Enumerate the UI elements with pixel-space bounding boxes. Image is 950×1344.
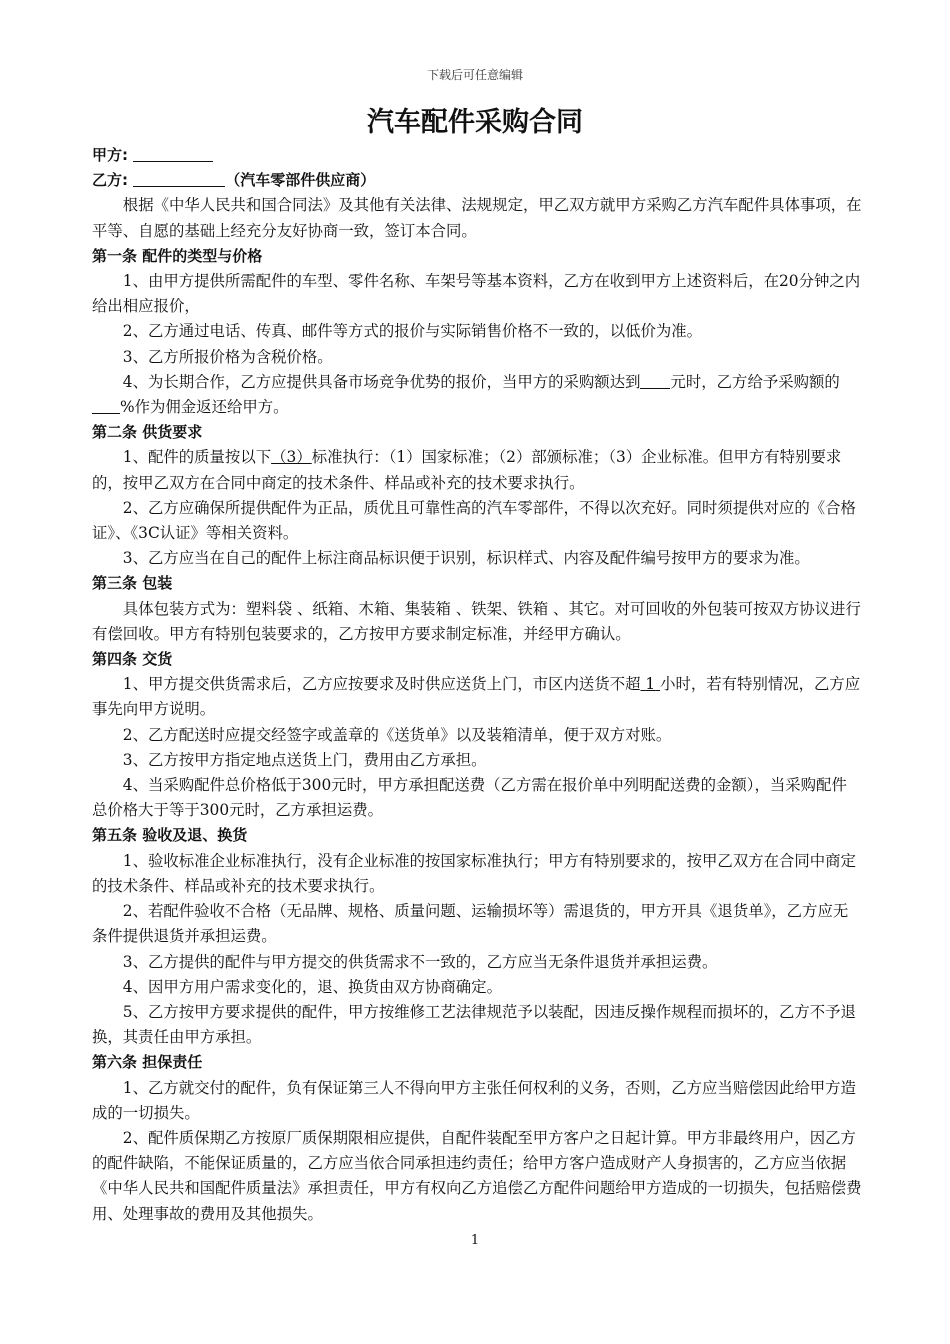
article-5-clause-5: 5、乙方按甲方要求提供的配件，甲方按维修工艺法律规范予以装配，因违反操作规程而损坏的，乙方不予退换，其责任由甲方承担。 — [92, 1002, 856, 1047]
article-2-clause-2: 2、乙方应确保所提供配件为正品，质优且可靠性高的汽车零部件，不得以次充好。同时须提供对应的《合格证》、《3C认证》等相关资料。 — [92, 498, 856, 543]
page-number: 1 — [470, 1233, 480, 1248]
article-6-heading: 第六条 担保责任 — [92, 1053, 203, 1072]
article-2-clause-1 — [92, 445, 862, 495]
article-3-heading: 第三条 包装 — [92, 574, 173, 593]
standard-choice-value: （3） — [271, 448, 312, 467]
article-5-clause-3: 3、乙方提供的配件与甲方提交的供货需求不一致的，乙方应当无条件退货并承担运费。 — [122, 952, 718, 971]
article-3-clause-1: 具体包装方式为：塑料袋 、纸箱、木箱、集装箱 、铁架、铁箱 、其它。对可回收的外包装可按双方协议进行有偿回收。甲方有特别包装要求的，乙方按甲方要求制定标准，并经甲方确认。 — [92, 599, 861, 643]
amount-blank — [640, 372, 670, 389]
article-4-clause-3: 3、乙方按甲方指定地点送货上门，费用由乙方承担。 — [122, 750, 487, 769]
article-5-heading: 第五条 验收及退、换货 — [92, 826, 248, 845]
article-2-clause-1-part-b: 标准执行：（1）国家标准；（2）部颁标准；（3）企业标准。但甲方有特别要求的，按甲乙双方在合同中商定的技术条件、样品或补充的技术要求执行。 — [92, 448, 842, 492]
article-1-clause-1: 1、由甲方提供所需配件的车型、零件名称、车架号等基本资料，乙方在收到甲方上述资料后，在20分钟之内给出相应报价， — [92, 272, 861, 316]
article-1-clause-3: 3、乙方所报价格为含税价格。 — [122, 347, 333, 366]
article-6-clause-2: 2、配件质保期乙方按原厂质保期限相应提供，自配件装配至甲方客户之日起计算。甲方非最终用户，因乙方的配件缺陷，不能保证质量的，乙方应当依合同承担违约责任；给甲方客户造成财产人身损害的，乙方应当依据《中华人民共和国配件质量法》承担责任，甲方有权向乙方追偿乙方配件问题给甲方造成的一切损失，包括赔偿费用、处理事故的费用及其他损失。 — [92, 1128, 862, 1223]
party-b-blank — [133, 170, 225, 187]
article-6-clause-1: 1、乙方就交付的配件，负有保证第三人不得向甲方主张任何权利的义务，否则，乙方应当赔偿因此给甲方造成的一切损失。 — [92, 1078, 856, 1122]
document-title: 汽车配件采购合同 — [367, 107, 583, 138]
article-4-heading: 第四条 交货 — [92, 650, 173, 669]
party-a-blank — [133, 145, 213, 162]
party-b-line — [92, 168, 862, 193]
article-1-clause-2: 2、乙方通过电话、传真、邮件等方式的报价与实际销售价格不一致的，以低价为准。 — [122, 322, 703, 341]
article-4-clause-2: 2、乙方配送时应提交经签字或盖章的《送货单》以及装箱清单，便于双方对账。 — [122, 725, 672, 744]
intro-paragraph: 根据《中华人民共和国合同法》及其他有关法律、法规规定，甲乙双方就甲方采购乙方汽车配件具体事项，在平等、自愿的基础上经充分友好协商一致，签订本合同。 — [92, 196, 862, 240]
article-5-clause-2: 2、若配件验收不合格（无品牌、规格、质量问题、运输损坏等）需退货的，甲方开具《退货单》，乙方应无条件提供退货并承担运费。 — [92, 902, 849, 946]
article-1-clause-4-part-b: 元时，乙方给予采购额的 — [670, 372, 840, 391]
article-2-clause-3: 3、乙方应当在自己的配件上标注商品标识便于识别，标识样式、内容及配件编号按甲方的要求为准。 — [122, 549, 810, 568]
delivery-hours-value — [640, 675, 660, 693]
article-4-clause-1-part-a: 1、甲方提交供货需求后，乙方应按要求及时供应送货上门，市区内送货不超 — [122, 675, 641, 694]
percent-blank — [92, 397, 120, 414]
article-1-heading: 第一条 配件的类型与价格 — [92, 246, 263, 265]
article-5-clause-1: 1、验收标准企业标准执行，没有企业标准的按国家标准执行；甲方有特别要求的，按甲乙双方在合同中商定的技术条件、样品或补充的技术要求执行。 — [92, 851, 856, 895]
article-5-clause-4: 4、因甲方用户需求变化的，退、换货由双方协商确定。 — [122, 977, 502, 996]
document-body — [92, 143, 862, 1227]
article-4-clause-1-part-b: 小时，若有特别情况，乙方应事先向甲方说明。 — [92, 675, 861, 719]
page-header: 下载后可任意编辑 — [426, 68, 523, 82]
party-b-label: 乙方: — [92, 171, 128, 190]
delivery-hours-number: 1 — [645, 675, 656, 694]
article-1-clause-4 — [92, 370, 862, 420]
party-a-label: 甲方: — [92, 146, 128, 164]
article-4-clause-1 — [92, 672, 862, 722]
article-4-clause-4: 4、当采购配件总价格低于300元时，甲方承担配送费（乙方需在报价单中列明配送费的金额），当采购配件总价格大于等于300元时，乙方承担运费。 — [92, 776, 847, 820]
article-1-clause-4-part-a: 4、为长期合作，乙方应提供具备市场竞争优势的报价，当甲方的采购额达到 — [122, 372, 641, 391]
article-2-clause-1-part-a: 1、配件的质量按以下 — [122, 448, 272, 467]
party-b-note: （汽车零部件供应商） — [225, 171, 376, 190]
article-1-clause-4-part-c: %作为佣金返还给甲方。 — [120, 398, 289, 417]
party-a-line — [92, 143, 862, 168]
article-2-heading: 第二条 供货要求 — [92, 423, 203, 442]
